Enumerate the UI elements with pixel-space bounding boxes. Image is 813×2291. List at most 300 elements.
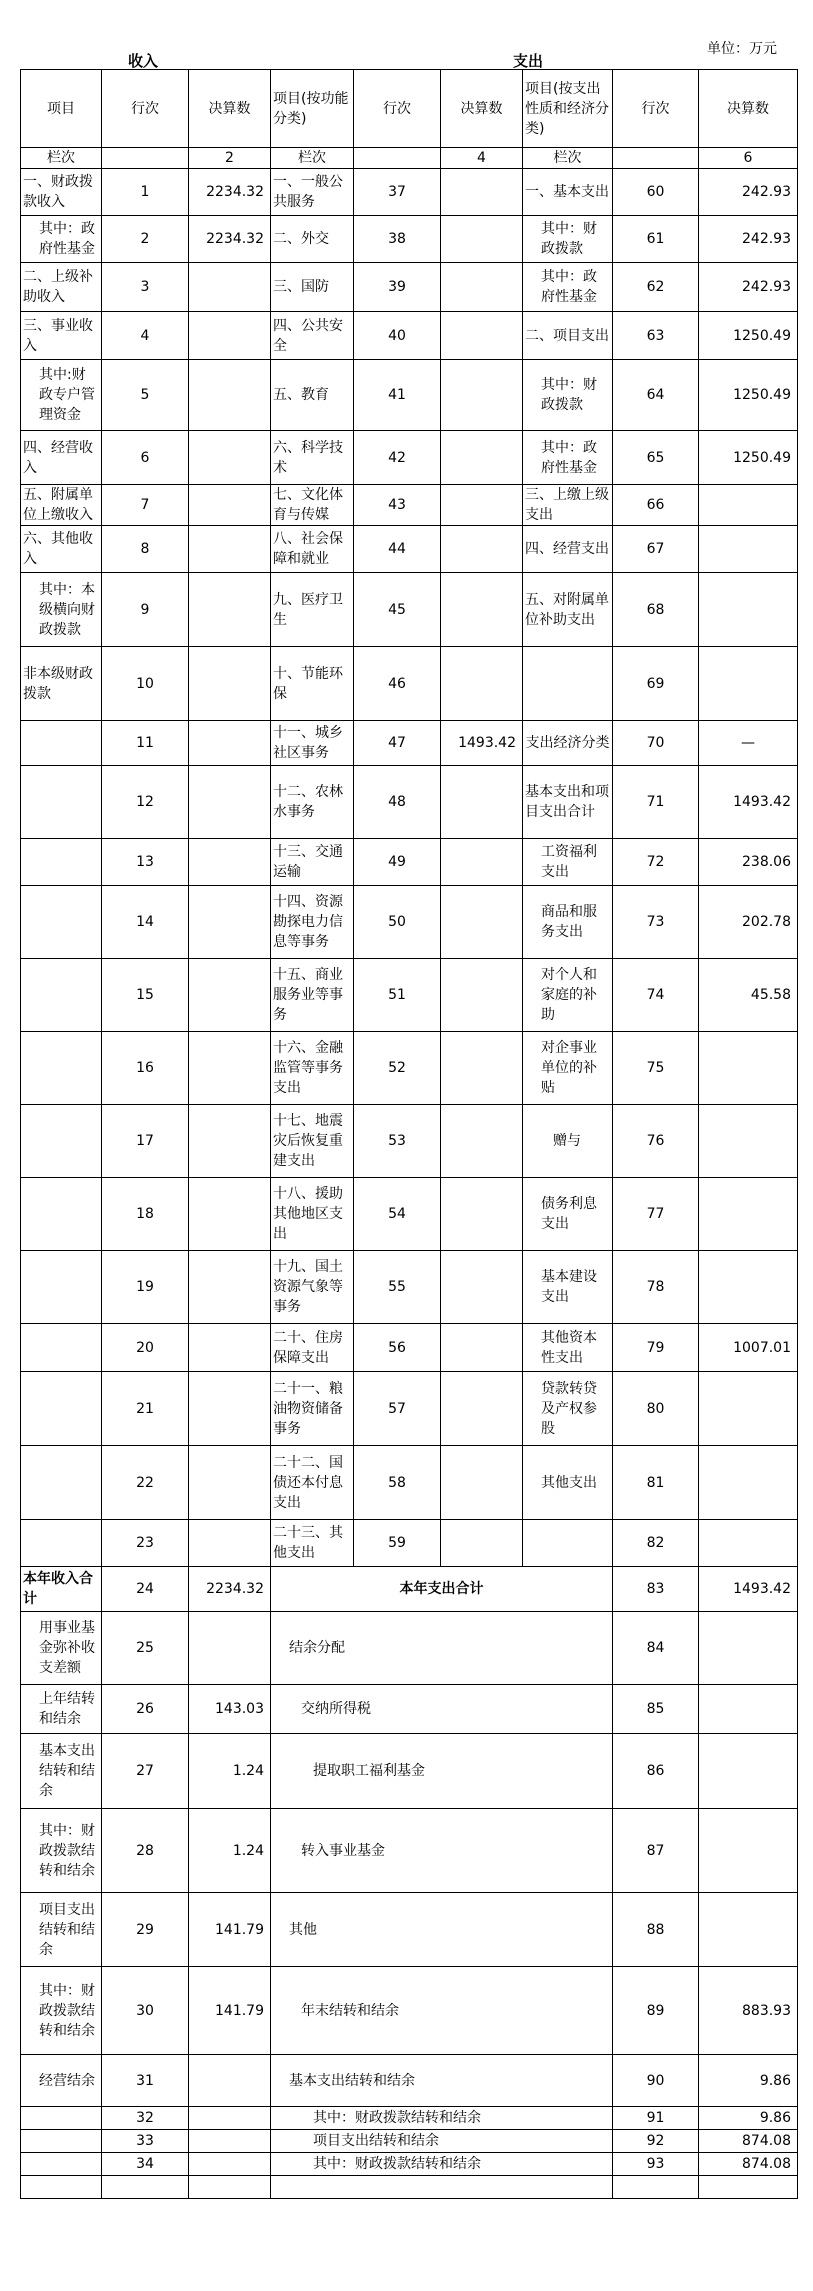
function-item-cell: 二十三、其他支出	[271, 1520, 354, 1567]
header-amount: 决算数	[189, 70, 271, 148]
balance-item-cell: 项目支出结转和结余	[271, 2130, 613, 2153]
line-no-cell: 50	[354, 886, 441, 959]
empty-cell	[189, 2176, 271, 2199]
income-item-cell	[21, 1446, 102, 1520]
header-item-economic: 项目(按支出性质和经济分类)	[523, 70, 613, 148]
table-row	[21, 1032, 798, 1105]
colnum-cell: 2	[189, 148, 271, 169]
line-no-cell: 74	[613, 959, 699, 1032]
line-no-cell: 32	[102, 2107, 189, 2130]
header-item-income: 项目	[21, 70, 102, 148]
amount-cell	[189, 1032, 271, 1105]
empty-cell	[613, 2176, 699, 2199]
line-no-cell: 89	[613, 1967, 699, 2055]
line-no-cell: 61	[613, 216, 699, 263]
amount-cell: 1.24	[189, 1734, 271, 1809]
income-item-cell	[21, 766, 102, 839]
economic-item-cell: 对企事业单位的补贴	[523, 1032, 613, 1105]
income-item-cell: 用事业基金弥补收支差额	[21, 1612, 102, 1685]
line-no-cell: 25	[102, 1612, 189, 1685]
line-no-cell: 71	[613, 766, 699, 839]
amount-cell	[699, 1178, 798, 1251]
amount-cell	[189, 766, 271, 839]
income-item-cell: 其中:财政专户管理资金	[21, 360, 102, 431]
header-line-no: 行次	[102, 70, 189, 148]
economic-item-cell: 一、基本支出	[523, 169, 613, 216]
table-row	[21, 169, 798, 216]
amount-cell: 45.58	[699, 959, 798, 1032]
line-no-cell: 51	[354, 959, 441, 1032]
income-item-cell: 一、财政拨款收入	[21, 169, 102, 216]
amount-cell	[441, 263, 523, 312]
amount-cell	[699, 1372, 798, 1446]
empty-row	[21, 2176, 798, 2199]
line-no-cell: 27	[102, 1734, 189, 1809]
amount-cell: 874.08	[699, 2130, 798, 2153]
line-no-cell: 26	[102, 1685, 189, 1734]
line-no-cell: 45	[354, 573, 441, 647]
line-no-cell: 6	[102, 431, 189, 485]
table-row	[21, 1685, 798, 1734]
economic-item-cell: 其他支出	[523, 1446, 613, 1520]
amount-cell	[699, 1105, 798, 1178]
function-item-cell: 十四、资源勘探电力信息等事务	[271, 886, 354, 959]
line-no-cell: 20	[102, 1324, 189, 1372]
header-amount: 决算数	[441, 70, 523, 148]
amount-cell	[441, 573, 523, 647]
amount-cell: 143.03	[189, 1685, 271, 1734]
colnum-cell: 栏次	[271, 148, 354, 169]
table-row	[21, 1612, 798, 1685]
table-row	[21, 526, 798, 573]
line-no-cell: 12	[102, 766, 189, 839]
line-no-cell: 43	[354, 485, 441, 526]
amount-cell: 1.24	[189, 1809, 271, 1893]
amount-cell	[441, 959, 523, 1032]
function-item-cell: 二十、住房保障支出	[271, 1324, 354, 1372]
amount-cell	[189, 1178, 271, 1251]
total-row	[21, 1567, 798, 1612]
line-no-cell: 56	[354, 1324, 441, 1372]
line-no-cell: 33	[102, 2130, 189, 2153]
function-item-cell: 十二、农林水事务	[271, 766, 354, 839]
unit-label: 单位：万元	[707, 41, 777, 57]
economic-item-cell: 其他资本性支出	[523, 1324, 613, 1372]
line-no-cell: 4	[102, 312, 189, 360]
line-no-cell: 1	[102, 169, 189, 216]
amount-cell	[189, 431, 271, 485]
line-no-cell: 41	[354, 360, 441, 431]
amount-cell: 2234.32	[189, 169, 271, 216]
colnum-cell: 4	[441, 148, 523, 169]
line-no-cell: 49	[354, 839, 441, 886]
line-no-cell: 87	[613, 1809, 699, 1893]
table-row	[21, 721, 798, 766]
table-row	[21, 1372, 798, 1446]
line-no-cell: 14	[102, 886, 189, 959]
line-no-cell: 64	[613, 360, 699, 431]
line-no-cell: 37	[354, 169, 441, 216]
function-item-cell: 八、社会保障和就业	[271, 526, 354, 573]
amount-cell	[189, 2130, 271, 2153]
balance-item-cell: 基本支出结转和结余	[271, 2055, 613, 2107]
income-item-cell: 三、事业收入	[21, 312, 102, 360]
income-item-cell: 五、附属单位上缴收入	[21, 485, 102, 526]
line-no-cell: 44	[354, 526, 441, 573]
line-no-cell: 69	[613, 647, 699, 721]
line-no-cell: 30	[102, 1967, 189, 2055]
header-item-function: 项目(按功能分类)	[271, 70, 354, 148]
amount-cell	[441, 647, 523, 721]
amount-cell	[441, 766, 523, 839]
amount-cell: 1493.42	[441, 721, 523, 766]
amount-cell	[189, 839, 271, 886]
amount-cell	[699, 1032, 798, 1105]
income-item-cell	[21, 1105, 102, 1178]
amount-cell: 141.79	[189, 1967, 271, 2055]
economic-item-cell: 其中：财政拨款	[523, 216, 613, 263]
line-no-cell: 28	[102, 1809, 189, 1893]
amount-cell	[441, 312, 523, 360]
line-no-cell: 73	[613, 886, 699, 959]
function-item-cell: 十一、城乡社区事务	[271, 721, 354, 766]
line-no-cell: 93	[613, 2153, 699, 2176]
amount-cell	[699, 1893, 798, 1967]
line-no-cell: 48	[354, 766, 441, 839]
amount-cell: 1250.49	[699, 431, 798, 485]
empty-cell	[271, 2176, 613, 2199]
balance-item-cell: 结余分配	[271, 1612, 613, 1685]
amount-cell	[699, 485, 798, 526]
balance-item-cell: 提取职工福利基金	[271, 1734, 613, 1809]
line-no-cell: 24	[102, 1567, 189, 1612]
line-no-cell: 39	[354, 263, 441, 312]
function-item-cell: 七、文化体育与传媒	[271, 485, 354, 526]
colnum-cell: 栏次	[21, 148, 102, 169]
income-item-cell	[21, 1251, 102, 1324]
income-section-label: 收入	[128, 52, 159, 70]
income-item-cell	[21, 2153, 102, 2176]
line-no-cell: 67	[613, 526, 699, 573]
colnum-cell	[102, 148, 189, 169]
income-item-cell: 非本级财政拨款	[21, 647, 102, 721]
line-no-cell: 68	[613, 573, 699, 647]
amount-cell	[441, 1520, 523, 1567]
line-no-cell: 55	[354, 1251, 441, 1324]
amount-cell	[441, 169, 523, 216]
function-item-cell: 六、科学技术	[271, 431, 354, 485]
colnum-cell: 6	[699, 148, 798, 169]
table-row	[21, 216, 798, 263]
amount-cell	[189, 721, 271, 766]
line-no-cell: 90	[613, 2055, 699, 2107]
income-total-label: 本年收入合计	[21, 1567, 102, 1612]
line-no-cell: 11	[102, 721, 189, 766]
amount-cell	[189, 1105, 271, 1178]
amount-cell: —	[699, 721, 798, 766]
amount-cell	[441, 1251, 523, 1324]
line-no-cell: 59	[354, 1520, 441, 1567]
amount-cell	[699, 526, 798, 573]
economic-item-cell: 其中：政府性基金	[523, 431, 613, 485]
line-no-cell: 15	[102, 959, 189, 1032]
expense-section-label: 支出	[513, 52, 544, 70]
economic-item-cell: 四、经营支出	[523, 526, 613, 573]
colnum-cell	[354, 148, 441, 169]
amount-cell	[441, 1105, 523, 1178]
balance-item-cell: 其他	[271, 1893, 613, 1967]
line-no-cell: 62	[613, 263, 699, 312]
line-no-cell: 75	[613, 1032, 699, 1105]
amount-cell: 1250.49	[699, 360, 798, 431]
amount-cell	[699, 1685, 798, 1734]
line-no-cell: 13	[102, 839, 189, 886]
economic-item-cell: 支出经济分类	[523, 721, 613, 766]
line-no-cell: 54	[354, 1178, 441, 1251]
amount-cell: 242.93	[699, 169, 798, 216]
table-row	[21, 2153, 798, 2176]
table-row	[21, 263, 798, 312]
function-item-cell: 一、一般公共服务	[271, 169, 354, 216]
amount-cell	[189, 959, 271, 1032]
line-no-cell: 85	[613, 1685, 699, 1734]
table-row	[21, 839, 798, 886]
amount-cell: 238.06	[699, 839, 798, 886]
line-no-cell: 91	[613, 2107, 699, 2130]
line-no-cell: 80	[613, 1372, 699, 1446]
line-no-cell: 86	[613, 1734, 699, 1809]
economic-item-cell	[523, 647, 613, 721]
table-row	[21, 1446, 798, 1520]
income-item-cell	[21, 1324, 102, 1372]
line-no-cell: 81	[613, 1446, 699, 1520]
line-no-cell: 53	[354, 1105, 441, 1178]
economic-item-cell: 五、对附属单位补助支出	[523, 573, 613, 647]
line-no-cell: 79	[613, 1324, 699, 1372]
amount-cell: 1250.49	[699, 312, 798, 360]
amount-cell	[441, 1446, 523, 1520]
income-item-cell	[21, 886, 102, 959]
economic-item-cell: 商品和服务支出	[523, 886, 613, 959]
amount-cell	[699, 1520, 798, 1567]
line-no-cell: 42	[354, 431, 441, 485]
income-item-cell: 六、其他收入	[21, 526, 102, 573]
income-item-cell	[21, 1178, 102, 1251]
amount-cell: 9.86	[699, 2107, 798, 2130]
amount-cell: 242.93	[699, 263, 798, 312]
table-row	[21, 360, 798, 431]
amount-cell	[189, 485, 271, 526]
economic-item-cell: 基本建设支出	[523, 1251, 613, 1324]
income-item-cell	[21, 959, 102, 1032]
line-no-cell: 23	[102, 1520, 189, 1567]
line-no-cell: 77	[613, 1178, 699, 1251]
economic-item-cell: 工资福利支出	[523, 839, 613, 886]
amount-cell	[189, 573, 271, 647]
amount-cell	[441, 485, 523, 526]
line-no-cell: 3	[102, 263, 189, 312]
economic-item-cell: 对个人和家庭的补助	[523, 959, 613, 1032]
function-item-cell: 二十一、粮油物资储备事务	[271, 1372, 354, 1446]
function-item-cell: 九、医疗卫生	[271, 573, 354, 647]
line-no-cell: 19	[102, 1251, 189, 1324]
line-no-cell: 78	[613, 1251, 699, 1324]
amount-cell	[189, 1520, 271, 1567]
amount-cell	[189, 360, 271, 431]
economic-item-cell: 三、上缴上级支出	[523, 485, 613, 526]
line-no-cell: 17	[102, 1105, 189, 1178]
economic-item-cell: 贷款转贷及产权参股	[523, 1372, 613, 1446]
table-row	[21, 1324, 798, 1372]
amount-cell: 874.08	[699, 2153, 798, 2176]
amount-cell	[189, 1446, 271, 1520]
amount-cell	[699, 1734, 798, 1809]
expense-total-label: 本年支出合计	[271, 1567, 613, 1612]
amount-cell	[699, 1251, 798, 1324]
line-no-cell: 18	[102, 1178, 189, 1251]
line-no-cell: 84	[613, 1612, 699, 1685]
table-row	[21, 1105, 798, 1178]
table-row	[21, 1734, 798, 1809]
table-row	[21, 1967, 798, 2055]
economic-item-cell: 赠与	[523, 1105, 613, 1178]
column-number-row	[21, 148, 798, 169]
function-item-cell: 十、节能环保	[271, 647, 354, 721]
function-item-cell: 四、公共安全	[271, 312, 354, 360]
table-row	[21, 485, 798, 526]
function-item-cell: 二、外交	[271, 216, 354, 263]
line-no-cell: 57	[354, 1372, 441, 1446]
line-no-cell: 21	[102, 1372, 189, 1446]
economic-item-cell: 债务利息支出	[523, 1178, 613, 1251]
table-row	[21, 1251, 798, 1324]
balance-item-cell: 交纳所得税	[271, 1685, 613, 1734]
line-no-cell: 5	[102, 360, 189, 431]
line-no-cell: 9	[102, 573, 189, 647]
line-no-cell: 22	[102, 1446, 189, 1520]
income-item-cell: 基本支出结转和结余	[21, 1734, 102, 1809]
function-item-cell: 十九、国土资源气象等事务	[271, 1251, 354, 1324]
economic-item-cell: 其中：财政拨款	[523, 360, 613, 431]
amount-cell: 2234.32	[189, 1567, 271, 1612]
function-item-cell: 三、国防	[271, 263, 354, 312]
economic-item-cell: 二、项目支出	[523, 312, 613, 360]
line-no-cell: 60	[613, 169, 699, 216]
amount-cell	[189, 886, 271, 959]
amount-cell	[189, 526, 271, 573]
empty-cell	[102, 2176, 189, 2199]
table-row	[21, 312, 798, 360]
table-row	[21, 959, 798, 1032]
amount-cell: 1007.01	[699, 1324, 798, 1372]
amount-cell	[441, 360, 523, 431]
amount-cell	[189, 647, 271, 721]
income-item-cell: 项目支出结转和结余	[21, 1893, 102, 1967]
function-item-cell: 二十二、国债还本付息支出	[271, 1446, 354, 1520]
line-no-cell: 88	[613, 1893, 699, 1967]
line-no-cell: 47	[354, 721, 441, 766]
line-no-cell: 2	[102, 216, 189, 263]
table-row	[21, 2107, 798, 2130]
function-item-cell: 十七、地震灾后恢复重建支出	[271, 1105, 354, 1178]
amount-cell	[189, 1251, 271, 1324]
table-row	[21, 766, 798, 839]
income-item-cell: 其中：本级横向财政拨款	[21, 573, 102, 647]
amount-cell: 1493.42	[699, 766, 798, 839]
income-item-cell: 上年结转和结余	[21, 1685, 102, 1734]
line-no-cell: 16	[102, 1032, 189, 1105]
line-no-cell: 7	[102, 485, 189, 526]
header-amount: 决算数	[699, 70, 798, 148]
line-no-cell: 83	[613, 1567, 699, 1612]
amount-cell	[441, 1324, 523, 1372]
income-item-cell	[21, 721, 102, 766]
line-no-cell: 52	[354, 1032, 441, 1105]
amount-cell: 202.78	[699, 886, 798, 959]
balance-item-cell: 其中：财政拨款结转和结余	[271, 2107, 613, 2130]
empty-cell	[699, 2176, 798, 2199]
line-no-cell: 65	[613, 431, 699, 485]
line-no-cell: 31	[102, 2055, 189, 2107]
line-no-cell: 8	[102, 526, 189, 573]
table-row	[21, 886, 798, 959]
amount-cell	[699, 1446, 798, 1520]
income-item-cell: 二、上级补助收入	[21, 263, 102, 312]
table-row	[21, 2055, 798, 2107]
amount-cell: 141.79	[189, 1893, 271, 1967]
table-row	[21, 1178, 798, 1251]
income-item-cell: 经营结余	[21, 2055, 102, 2107]
economic-item-cell	[523, 1520, 613, 1567]
table-row	[21, 1520, 798, 1567]
amount-cell	[189, 2055, 271, 2107]
income-item-cell	[21, 1372, 102, 1446]
line-no-cell: 72	[613, 839, 699, 886]
balance-item-cell: 其中：财政拨款结转和结余	[271, 2153, 613, 2176]
amount-cell	[441, 1032, 523, 1105]
income-item-cell	[21, 1520, 102, 1567]
income-item-cell: 其中：财政拨款结转和结余	[21, 1967, 102, 2055]
line-no-cell: 92	[613, 2130, 699, 2153]
line-no-cell: 63	[613, 312, 699, 360]
line-no-cell: 10	[102, 647, 189, 721]
table-row	[21, 573, 798, 647]
amount-cell	[441, 1372, 523, 1446]
header-line-no: 行次	[613, 70, 699, 148]
table-row	[21, 1809, 798, 1893]
line-no-cell: 34	[102, 2153, 189, 2176]
empty-cell	[21, 2176, 102, 2199]
function-item-cell: 十八、援助其他地区支出	[271, 1178, 354, 1251]
amount-cell	[699, 1612, 798, 1685]
amount-cell	[189, 2107, 271, 2130]
header-line-no: 行次	[354, 70, 441, 148]
table-row	[21, 1893, 798, 1967]
table-row	[21, 647, 798, 721]
colnum-cell	[613, 148, 699, 169]
function-item-cell: 十六、金融监管等事务支出	[271, 1032, 354, 1105]
amount-cell	[189, 1612, 271, 1685]
line-no-cell: 38	[354, 216, 441, 263]
final-accounts-table	[20, 69, 798, 2199]
balance-item-cell: 转入事业基金	[271, 1809, 613, 1893]
balance-item-cell: 年末结转和结余	[271, 1967, 613, 2055]
amount-cell	[441, 216, 523, 263]
amount-cell	[189, 1372, 271, 1446]
amount-cell	[189, 312, 271, 360]
amount-cell: 2234.32	[189, 216, 271, 263]
income-item-cell: 其中：政府性基金	[21, 216, 102, 263]
